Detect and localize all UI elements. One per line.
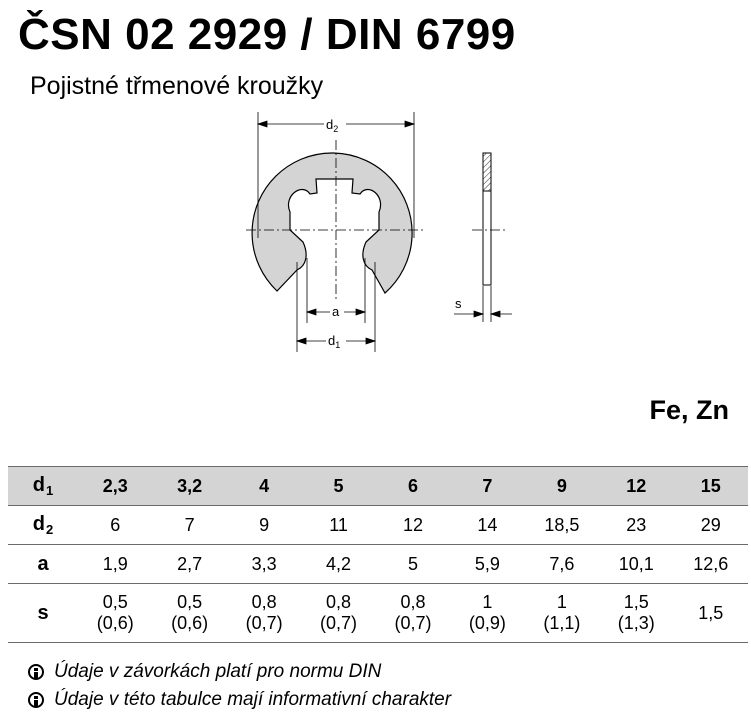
table-row-s xyxy=(8,584,748,643)
table-cell: 29 xyxy=(674,506,749,545)
label-s: s xyxy=(455,296,462,311)
table-row-d1 xyxy=(8,467,748,506)
page-subtitle: Pojistné třmenové kroužky xyxy=(30,72,324,100)
table-row-d2 xyxy=(8,506,748,545)
table-cell: 4 xyxy=(227,467,301,506)
table-cell: 4,2 xyxy=(301,545,375,584)
material-label: Fe, Zn xyxy=(649,395,729,425)
table-cell: 1 (0,9) xyxy=(450,584,524,643)
table-cell: 3,3 xyxy=(227,545,301,584)
dimension-s xyxy=(454,286,512,322)
row-label-a: a xyxy=(8,545,78,584)
table-cell: 11 xyxy=(301,506,375,545)
row-label-d2: $d_2$ xyxy=(8,506,78,545)
row-label-s: s xyxy=(8,584,78,643)
table-cell: 12,6 xyxy=(674,545,749,584)
table-cell: 5,9 xyxy=(450,545,524,584)
ring-body xyxy=(252,153,412,293)
table-cell: 0,8 (0,7) xyxy=(227,584,301,643)
table-cell: 18,5 xyxy=(525,506,599,545)
label-d2: $d_2$ xyxy=(326,117,339,134)
table-cell: 5 xyxy=(376,545,450,584)
table-cell: 6 xyxy=(376,467,450,506)
table-cell: 1,9 xyxy=(78,545,152,584)
row-label-d1: $d_1$ xyxy=(8,467,78,506)
info-icon xyxy=(28,692,44,708)
table-cell: 0,5 (0,6) xyxy=(78,584,152,643)
table-cell: 7 xyxy=(450,467,524,506)
table-cell: 7,6 xyxy=(525,545,599,584)
table-cell: 14 xyxy=(450,506,524,545)
table-cell: 2,7 xyxy=(152,545,226,584)
table-cell: 10,1 xyxy=(599,545,673,584)
dimensions-table xyxy=(8,466,748,643)
info-icon xyxy=(28,664,44,680)
table-cell: 1 (1,1) xyxy=(525,584,599,643)
side-body xyxy=(483,191,491,285)
side-view xyxy=(472,153,508,285)
table-cell: 5 xyxy=(301,467,375,506)
table-cell: 12 xyxy=(599,467,673,506)
table-cell: 0,8 (0,7) xyxy=(301,584,375,643)
front-view xyxy=(246,140,426,300)
table-cell: 6 xyxy=(78,506,152,545)
table-cell: 7 xyxy=(152,506,226,545)
table-row-a xyxy=(8,545,748,584)
table-cell: 15 xyxy=(674,467,749,506)
footnote-informative xyxy=(28,686,451,714)
table-cell: 23 xyxy=(599,506,673,545)
footnote-text: Údaje v této tabulce mají informativní charakter xyxy=(54,689,452,710)
table-cell: 3,2 xyxy=(152,467,226,506)
page-title: ČSN 02 2929 / DIN 6799 xyxy=(18,10,516,59)
table-cell: 2,3 xyxy=(78,467,152,506)
table-cell: 9 xyxy=(227,506,301,545)
table-cell: 0,8 (0,7) xyxy=(376,584,450,643)
footnote-din xyxy=(28,658,451,686)
table-cell: 1,5 xyxy=(674,584,749,643)
table-cell: 12 xyxy=(376,506,450,545)
label-a: a xyxy=(332,304,340,319)
table-cell: 0,5 (0,6) xyxy=(152,584,226,643)
table-cell: 9 xyxy=(525,467,599,506)
footnotes xyxy=(28,658,451,714)
footnote-text: Údaje v závorkách platí pro normu DIN xyxy=(54,661,382,682)
side-section-top xyxy=(483,153,491,191)
label-d1: $d_1$ xyxy=(328,333,341,350)
table-cell: 1,5 (1,3) xyxy=(599,584,673,643)
